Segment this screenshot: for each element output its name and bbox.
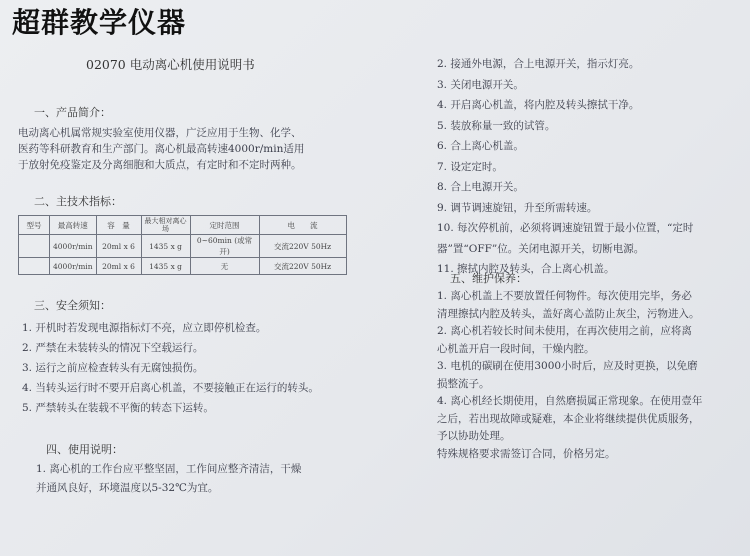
table-cell: 4000r/min — [50, 258, 97, 275]
list-item: 11. 擦拭内腔及转头，合上离心机盖。 — [437, 263, 615, 275]
safety-list — [22, 318, 352, 418]
column-header: 容 量 — [96, 216, 141, 235]
table-cell: 交流220V 50Hz — [259, 258, 346, 275]
list-item: 4. 当转头运行时不要开启离心机盖，不要接触正在运行的转头。 — [22, 382, 319, 394]
section-heading-intro: 一、产品简介： — [34, 106, 111, 119]
document-title: 02070 电动离心机使用说明书 — [86, 57, 255, 72]
brand-watermark: 超群教学仪器 — [12, 6, 187, 39]
list-item: 5. 装放称量一致的试管。 — [437, 119, 556, 132]
table-cell: 无 — [190, 258, 259, 275]
maintenance-line: 损整流子。 — [437, 377, 490, 390]
list-item: 9. 调节调速旋钮，升至所需转速。 — [437, 201, 598, 214]
list-item: 5. 严禁转头在装载不平衡的转态下运转。 — [22, 402, 214, 414]
table-cell: 1435 x g — [141, 235, 190, 258]
column-header: 最大相对离心场 — [141, 216, 190, 235]
list-item: 4. 开启离心机盖，将内腔及转头擦拭干净。 — [437, 99, 640, 111]
maintenance-line: 1. 离心机盖上不要放置任何物件。每次使用完毕，务必 — [437, 290, 692, 302]
intro-line: 医药等科研教育和生产部门。离心机最高转速4000r/min适用 — [18, 143, 305, 155]
list-item: 2. 严禁在未装转头的情况下空载运行。 — [22, 342, 204, 354]
list-item: 2. 接通外电源，合上电源开关，指示灯亮。 — [437, 58, 640, 70]
table-cell: 交流220V 50Hz — [259, 235, 346, 258]
table-header-row — [19, 216, 347, 235]
column-header: 定时范围 — [190, 216, 259, 235]
section-heading-usage: 四、使用说明： — [46, 443, 123, 456]
column-header: 最高转速 — [50, 216, 97, 235]
list-item: 6. 合上离心机盖。 — [437, 140, 524, 152]
list-item: 器”置“OFF”位。关闭电源开关，切断电源。 — [437, 242, 645, 255]
maintenance-line: 心机盖开启一段时间，干燥内腔。 — [437, 342, 595, 355]
usage-paragraph — [36, 460, 366, 498]
list-item: 3. 关闭电源开关。 — [437, 78, 524, 91]
table-cell: 4000r/min — [50, 235, 97, 258]
intro-line: 电动离心机属常规实验室使用仪器，广泛应用于生物、化学、 — [18, 127, 302, 139]
intro-paragraph — [18, 125, 348, 173]
table-cell: 20ml x 6 — [96, 258, 141, 275]
intro-line: 于放射免疫鉴定及分离细胞和大质点，有定时和不定时两种。 — [18, 159, 302, 171]
section-heading-maintenance: 五、维护保养： — [450, 272, 527, 285]
maintenance-line: 予以协助处理。 — [437, 430, 511, 442]
list-item: 8. 合上电源开关。 — [437, 181, 524, 193]
maintenance-paragraph — [437, 288, 702, 463]
column-header: 电 流 — [259, 216, 346, 235]
list-item: 10. 每次停机前，必须将调速旋钮置于最小位置，“定时 — [437, 222, 694, 234]
list-item: 7. 设定定时。 — [437, 160, 503, 173]
maintenance-line: 特殊规格要求需签订合同，价格另定。 — [437, 447, 616, 460]
section-heading-specs: 二、主技术指标： — [34, 195, 122, 208]
maintenance-line: 4. 离心机经长期使用，自然磨损属正常现象。在使用壹年 — [437, 395, 703, 407]
table-cell: 1435 x g — [141, 258, 190, 275]
table-cell: 20ml x 6 — [96, 235, 141, 258]
table-cell — [19, 258, 50, 275]
table-row — [19, 258, 347, 275]
list-item: 1. 开机时若发现电源指标灯不亮，应立即停机检查。 — [22, 322, 267, 334]
usage-line: 1. 离心机的工作台应平整坚固，工作间应整齐清洁，干燥 — [36, 463, 302, 475]
maintenance-line: 3. 电机的碳刷在使用3000小时后，应及时更换，以免磨 — [437, 360, 698, 372]
table-row — [19, 235, 347, 258]
maintenance-line: 2. 离心机若较长时间未使用，在再次使用之前，应将离 — [437, 325, 692, 337]
maintenance-line: 之后，若出现故障或疑难，本企业将继续提供优质服务， — [437, 412, 700, 425]
spec-table — [18, 215, 347, 275]
column-header: 型号 — [19, 216, 50, 235]
maintenance-line: 清理擦拭内腔及转头，盖好离心盖防止灰尘，污物进入。 — [437, 307, 700, 320]
table-cell — [19, 235, 50, 258]
usage-steps-list — [437, 54, 693, 280]
usage-line: 并通风良好，环境温度以5-32℃为宜。 — [36, 482, 219, 494]
list-item: 3. 运行之前应检查转头有无腐蚀损伤。 — [22, 362, 204, 374]
section-heading-safety: 三、安全须知： — [34, 299, 111, 312]
table-cell: 0~60min (或常开) — [190, 235, 259, 258]
